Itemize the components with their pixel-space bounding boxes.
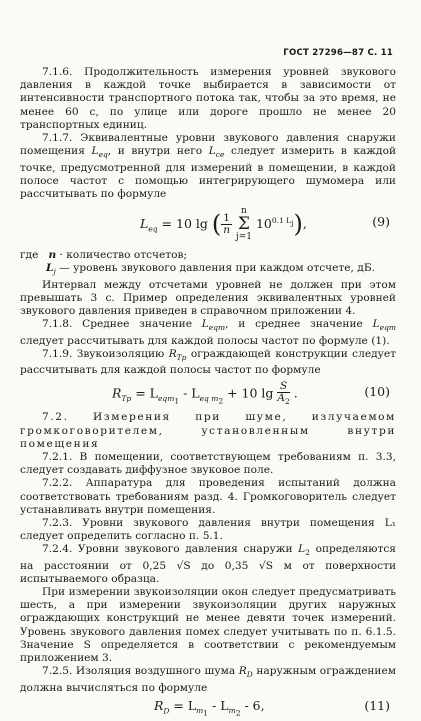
para-measurement-points: При измерении звукоизоляции окон следует предусматривать шесть, а при измерении звукоизоляции других наружных ограждающих конструкций не менее девяти точек измерений. Уровень звукового давления помех следует учитывать по п. 6.1.5. Значение S определяется в соответствии с рекомендуемым приложением 3. [20,586,396,665]
para-7-2-2: 7.2.2. Аппаратура для проведения испытаний должна соответствовать требованиям разд. 4. Громкоговоритель следует устанавливать внутри помещения. [20,477,396,516]
equation-number-9: (9) [372,214,390,230]
sum-symbol: n Σ j=1 [235,206,252,243]
para-7-1-7: 7.1.7. Эквивалентные уровни звукового давления снаружи помещения $L_{eq}$, и внутри него $L_{ce}$ следует измерить в каждой точке, предусмотренной для измерений в помещении, в каждой полосе частот с помощью интегрирующего шумомера или рассчитывать по формуле [20,132,397,200]
fraction-1-over-n: $\frac{1}{n}$ [223,212,230,237]
para-7-1-8: 7.1.8. Среднее значение $L_{eqm}$, и среднее значение $L_{eqm}$ следует рассчитывать для каждой полосы частот по формуле (1). [20,318,397,347]
para-7-2-5: 7.2.5. Изоляция воздушного шума $R_D$ наружным ограждением должна вычисляться по формуле [20,665,397,694]
para-7-1-6: 7.1.6. Продолжительность измерения уровней звукового давления в каждой точке выбирается в зависимости от интенсивности транспортного потока так, чтобы за это время, не менее 60 с, по улице или дороге прошло не менее 20 транспортных единиц. [20,66,396,131]
equation-number-11: (11) [364,697,390,713]
para-7-2-3: 7.2.3. Уровни звукового давления внутри помещения L₁ следует определить согласно п. 5.1. [20,516,396,543]
para-7-2-1: 7.2.1. В помещении, соответствующем требованиям п. 3.3, следует создавать диффузное звуковое поле. [20,450,396,477]
para-7-2-4: 7.2.4. Уровни звукового давления снаружи $L_2$ определяются на расстоянии от 0,25 √S до 0,35 √S м от поверхности испытываемого образца. [20,543,397,585]
formula-11: $R_D = L_{m_1} - L_{m_2} - 6$, (11) [154,697,390,718]
where-lj: $L_j$ — уровень звукового давления при каждом отсчете, дБ. [46,262,375,277]
equation-number-10: (10) [364,384,390,400]
formula-9: $L_{eq} = 10$ lg ( $\frac{1}{n}$ n Σ j=1 $10^{0.1 L_j}$), (9) [140,206,390,243]
section-7-2-title: 7.2. Измерения при шуме, излучаемом громкоговорителем, установленным внутри помещения [20,411,396,450]
document-body [20,66,396,721]
fraction-s-over-a2: $\frac{S}{A_2}$ [277,380,290,407]
para-interval: Интервал между отсчетами уровней не должен при этом превышать 3 с. Пример определения эквивалентных уровней звукового давления приведен в справочном приложении 4. [20,278,396,318]
para-7-1-9: 7.1.9. Звукоизоляцию $R_{Tp}$ ограждающей конструкции следует рассчитывать для каждой полосы частот по формуле [20,347,396,377]
where-n: где n · количество отсчетов; [20,249,188,262]
formula-10: $R_{Tp} = L_{eqm_1} - L_{eq m_2} + 10$ lg $\frac{S}{A_2}$ . (10) [112,380,390,407]
page-header: ГОСТ 27296—87 С. 11 [283,48,393,58]
